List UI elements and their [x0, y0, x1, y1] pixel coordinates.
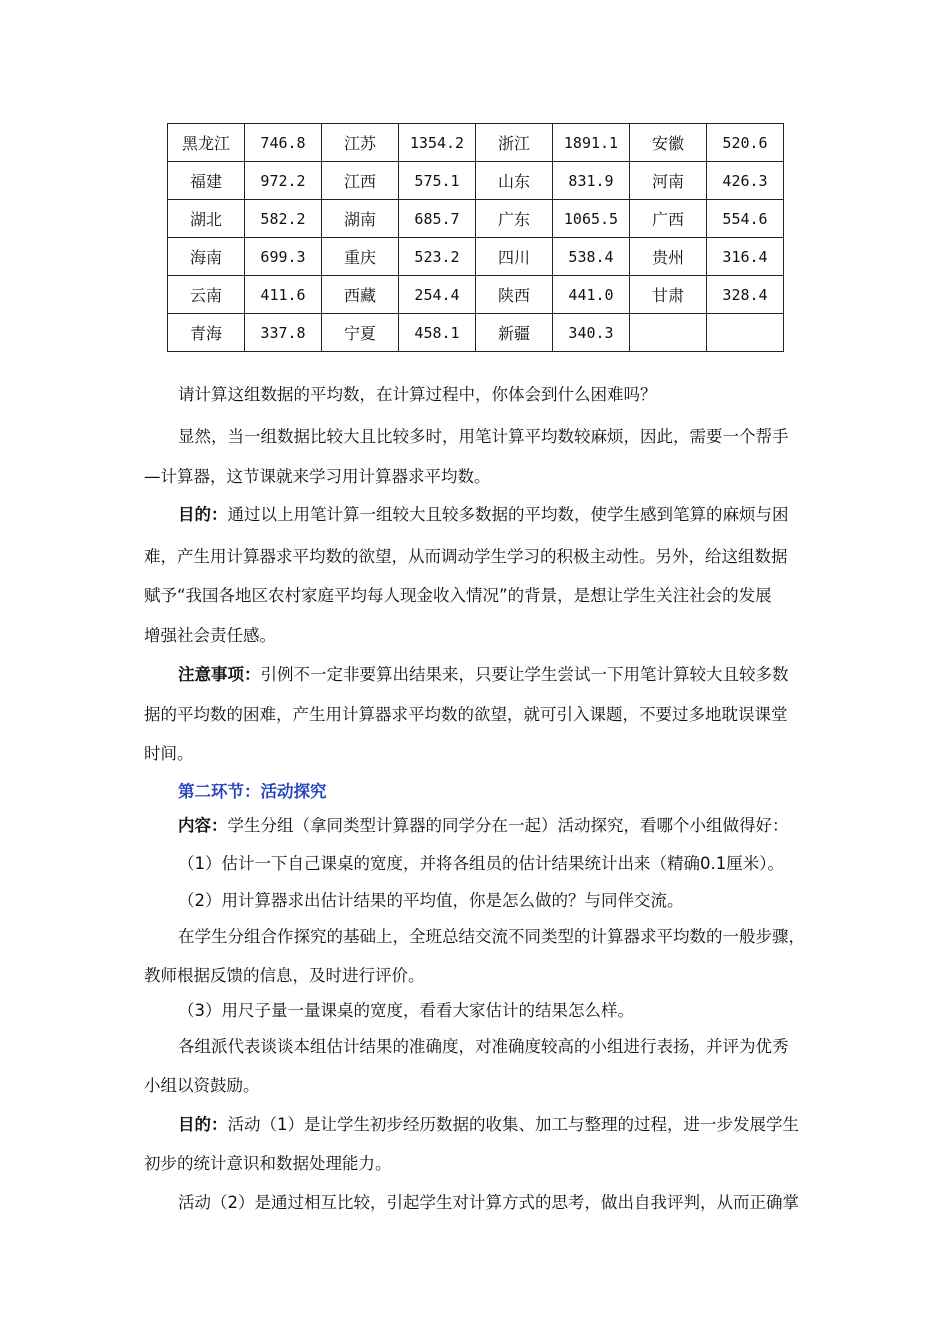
province-cell: 江西: [322, 162, 399, 200]
income-cell: 554.6: [707, 200, 784, 238]
province-cell: 甘肃: [630, 276, 707, 314]
paragraph-line: 初步的统计意识和数据处理能力。: [144, 1154, 392, 1173]
income-cell: 316.4: [707, 238, 784, 276]
paragraph-line: 在学生分组合作探究的基础上，全班总结交流不同类型的计算器求平均数的一般步骤，: [178, 927, 805, 946]
goal-paragraph: [178, 501, 789, 525]
province-cell: 青海: [168, 314, 245, 352]
province-cell: 福建: [168, 162, 245, 200]
income-cell: 458.1: [399, 314, 476, 352]
list-item: （3）用尺子量一量课桌的宽度，看看大家估计的结果怎么样。: [178, 1001, 634, 1020]
income-cell: 575.1: [399, 162, 476, 200]
paragraph-line: 难，产生用计算器求平均数的欲望，从而调动学生学习的积极主动性。另外，给这组数据: [144, 547, 788, 566]
paragraph-line: 时间。: [144, 744, 194, 763]
province-cell: [630, 314, 707, 352]
paragraph-line: 小组以资鼓励。: [144, 1076, 260, 1095]
income-cell: 972.2: [245, 162, 322, 200]
income-cell: [707, 314, 784, 352]
income-cell: 582.2: [245, 200, 322, 238]
paragraph-line: —计算器，这节课就来学习用计算器求平均数。: [144, 467, 491, 486]
province-cell: 湖南: [322, 200, 399, 238]
paragraph-line: 赋予“我国各地区农村家庭平均每人现金收入情况”的背景，是想让学生关注社会的发展: [144, 586, 772, 605]
note-label: 注意事项：: [178, 665, 261, 684]
income-cell: 337.8: [245, 314, 322, 352]
income-cell: 1891.1: [553, 124, 630, 162]
list-item: （1）估计一下自己课桌的宽度，并将各组员的估计结果统计出来（精确0.1厘米）。: [178, 854, 784, 873]
income-cell: 523.2: [399, 238, 476, 276]
table-row: [168, 162, 784, 200]
province-cell: 海南: [168, 238, 245, 276]
province-cell: 广西: [630, 200, 707, 238]
province-cell: 江苏: [322, 124, 399, 162]
province-cell: 河南: [630, 162, 707, 200]
province-cell: 浙江: [476, 124, 553, 162]
paragraph-text: 引例不一定非要算出结果来，只要让学生尝试一下用笔计算较大且较多数: [260, 665, 789, 684]
province-cell: 陕西: [476, 276, 553, 314]
income-cell: 520.6: [707, 124, 784, 162]
income-cell: 328.4: [707, 276, 784, 314]
income-cell: 699.3: [245, 238, 322, 276]
goal-paragraph: [178, 1111, 799, 1135]
income-cell: 254.4: [399, 276, 476, 314]
province-cell: 贵州: [630, 238, 707, 276]
income-cell: 685.7: [399, 200, 476, 238]
province-cell: 新疆: [476, 314, 553, 352]
content-paragraph: [178, 812, 789, 836]
goal-label: 目的：: [178, 1115, 228, 1134]
province-cell: 安徽: [630, 124, 707, 162]
paragraph-text: 活动（1）是让学生初步经历数据的收集、加工与整理的过程，进一步发展学生: [227, 1115, 799, 1134]
income-cell: 831.9: [553, 162, 630, 200]
paragraph-line: 请计算这组数据的平均数，在计算过程中，你体会到什么困难吗？: [178, 385, 657, 404]
content-label: 内容：: [178, 816, 228, 835]
province-cell: 黑龙江: [168, 124, 245, 162]
income-table: [167, 123, 784, 352]
table-row: [168, 314, 784, 352]
income-cell: 411.6: [245, 276, 322, 314]
table-row: [168, 238, 784, 276]
province-cell: 云南: [168, 276, 245, 314]
province-cell: 湖北: [168, 200, 245, 238]
paragraph-line: 教师根据反馈的信息，及时进行评价。: [144, 966, 425, 985]
paragraph-line: 各组派代表谈谈本组估计结果的准确度，对准确度较高的小组进行表扬，并评为优秀: [178, 1037, 789, 1056]
income-cell: 1065.5: [553, 200, 630, 238]
province-cell: 四川: [476, 238, 553, 276]
paragraph-text: 学生分组（拿同类型计算器的同学分在一起）活动探究，看哪个小组做得好：: [227, 816, 789, 835]
paragraph-line: 增强社会责任感。: [144, 626, 276, 645]
table-row: [168, 200, 784, 238]
income-cell: 1354.2: [399, 124, 476, 162]
paragraph-line: 显然，当一组数据比较大且比较多时，用笔计算平均数较麻烦，因此，需要一个帮手: [178, 427, 789, 446]
paragraph-line: 据的平均数的困难，产生用计算器求平均数的欲望，就可引入课题，不要过多地耽误课堂: [144, 705, 788, 724]
income-cell: 340.3: [553, 314, 630, 352]
province-cell: 重庆: [322, 238, 399, 276]
income-cell: 746.8: [245, 124, 322, 162]
province-cell: 广东: [476, 200, 553, 238]
income-cell: 441.0: [553, 276, 630, 314]
income-cell: 538.4: [553, 238, 630, 276]
list-item: （2）用计算器求出估计结果的平均值，你是怎么做的？与同伴交流。: [178, 891, 684, 910]
paragraph-line: 活动（2）是通过相互比较，引起学生对计算方式的思考，做出自我评判，从而正确掌: [178, 1193, 799, 1212]
table-row: [168, 276, 784, 314]
paragraph-text: 通过以上用笔计算一组较大且较多数据的平均数，使学生感到笔算的麻烦与困: [227, 505, 789, 524]
province-cell: 西藏: [322, 276, 399, 314]
note-paragraph: [178, 661, 789, 685]
goal-label: 目的：: [178, 505, 228, 524]
section-heading: 第二环节：活动探究: [178, 782, 327, 801]
province-cell: 宁夏: [322, 314, 399, 352]
province-cell: 山东: [476, 162, 553, 200]
table-row: [168, 124, 784, 162]
income-cell: 426.3: [707, 162, 784, 200]
